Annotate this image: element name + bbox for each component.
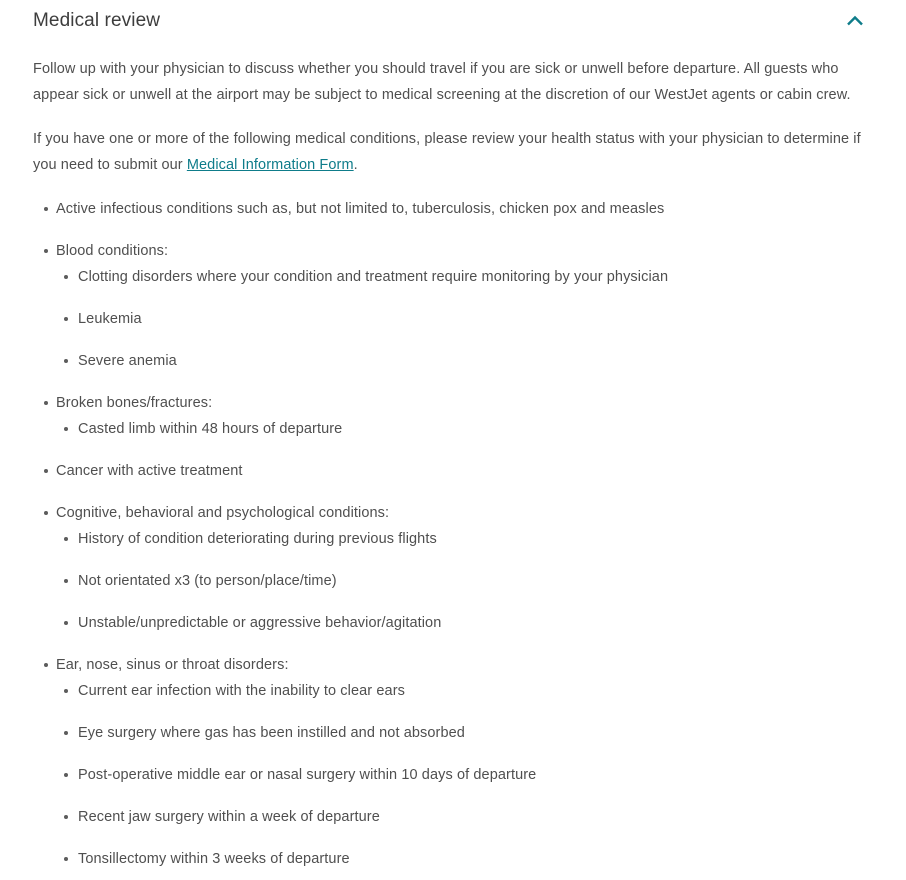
sub-condition-item [63,762,873,788]
sub-condition-item [63,416,873,442]
condition-item [43,238,873,374]
accordion-body [0,56,906,872]
chevron-up-icon [846,15,864,30]
condition-item [43,458,873,484]
sub-condition-label: Severe anemia [78,353,177,369]
sub-conditions-list [63,526,873,636]
condition-label: Cancer with active treatment [56,463,243,479]
sub-condition-label: History of condition deteriorating during previous flights [78,531,437,547]
condition-label: Broken bones/fractures: [56,395,213,411]
sub-condition-label: Recent jaw surgery within a week of departure [78,809,380,825]
sub-condition-label: Leukemia [78,311,142,327]
conditions-paragraph-text: If you have one or more of the following medical conditions, please review your health status with your physician to determine if you need to submit our [33,131,861,173]
sub-condition-label: Not orientated x3 (to person/place/time) [78,573,337,589]
condition-label: Blood conditions: [56,243,169,259]
sub-condition-item [63,610,873,636]
conditions-paragraph-period: . [353,157,358,173]
sub-condition-label: Tonsillectomy within 3 weeks of departure [78,851,350,867]
sub-condition-item [63,526,873,552]
sub-conditions-list [63,264,873,374]
sub-condition-label: Current ear infection with the inability to clear ears [78,683,405,699]
condition-label: Cognitive, behavioral and psychological conditions: [56,505,390,521]
sub-condition-item [63,720,873,746]
sub-conditions-list [63,678,873,872]
sub-condition-item [63,678,873,704]
sub-condition-label: Casted limb within 48 hours of departure [78,421,343,437]
sub-condition-label: Clotting disorders where your condition and treatment require monitoring by your physician [78,269,669,285]
section-title: Medical review [33,10,161,31]
condition-item [43,390,873,442]
sub-condition-label: Post-operative middle ear or nasal surgery within 10 days of departure [78,767,537,783]
condition-label: Active infectious conditions such as, but not limited to, tuberculosis, chicken pox and measles [56,201,665,217]
condition-item [43,500,873,636]
sub-condition-label: Eye surgery where gas has been instilled and not absorbed [78,725,465,741]
conditions-list [43,196,873,872]
sub-condition-item [63,846,873,872]
intro-paragraph: Follow up with your physician to discuss whether you should travel if you are sick or unwell before departure. All guests who appear sick or unwell at the airport may be subject to medical screening at the discretion of our WestJet agents or cabin crew. [33,61,851,103]
sub-condition-item [63,306,873,332]
sub-condition-item [63,348,873,374]
condition-item [43,652,873,872]
collapse-button[interactable] [846,9,864,27]
sub-condition-label: Unstable/unpredictable or aggressive behavior/agitation [78,615,442,631]
sub-condition-item [63,804,873,830]
medical-information-form-link[interactable]: Medical Information Form [186,157,354,173]
sub-conditions-list [63,416,873,442]
sub-condition-item [63,568,873,594]
sub-condition-item [63,264,873,290]
conditions-paragraph [33,126,873,178]
condition-label: Ear, nose, sinus or throat disorders: [56,657,289,673]
condition-item [43,196,873,222]
accordion-header-medical-review[interactable] [0,0,906,33]
